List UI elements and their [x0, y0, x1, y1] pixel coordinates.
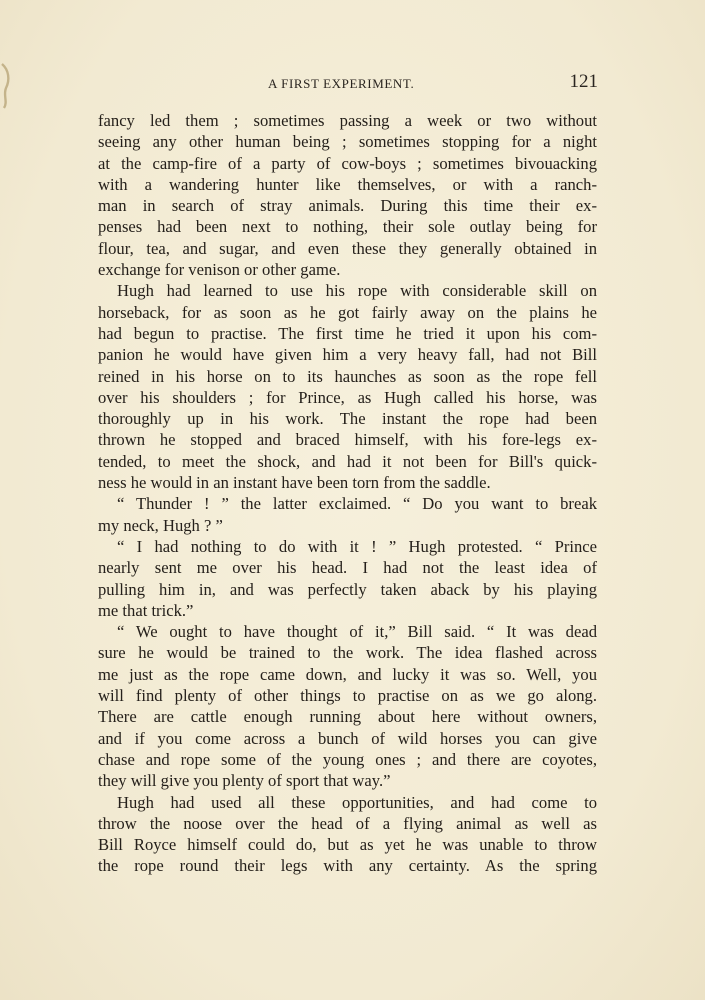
text-line: pulling him in, and was perfectly taken aback by his playing — [98, 579, 597, 599]
text-line: sure he would be trained to the work. The idea flashed across — [98, 643, 597, 663]
text-line: had begun to practise. The first time he tried it upon his com- — [98, 323, 597, 343]
text-line: me that trick.” — [98, 600, 194, 620]
text-line: reined in his horse on to its haunches as soon as the rope fell — [98, 366, 597, 386]
text-line: and if you come across a bunch of wild horses you can give — [98, 728, 597, 748]
text-line: Hugh had used all these opportunities, and had come to — [117, 792, 597, 812]
text-line: seeing any other human being ; sometimes stopping for a night — [98, 132, 597, 152]
text-line: thoroughly up in his work. The instant the rope had been — [98, 409, 597, 429]
page-number: 121 — [569, 71, 598, 92]
text-line: Bill Royce himself could do, but as yet he was unable to throw — [98, 835, 597, 855]
text-line: throw the noose over the head of a flying animal as well as — [98, 813, 597, 833]
text-line: There are cattle enough running about here without owners, — [98, 707, 597, 727]
text-line: fancy led them ; sometimes passing a week or two without — [98, 111, 597, 130]
text-line: man in search of stray animals. During this time their ex- — [98, 196, 597, 216]
text-line: penses had been next to nothing, their sole outlay being for — [98, 217, 597, 237]
binding-stain-mark — [0, 62, 12, 110]
body-text — [98, 110, 597, 877]
text-line: chase and rope some of the young ones ; and there are coyotes, — [98, 749, 597, 769]
text-line: nearly sent me over his head. I had not the least idea of — [98, 558, 597, 578]
text-line: “ Thunder ! ” the latter exclaimed. “ Do you want to break — [117, 494, 597, 514]
text-line: thrown he stopped and braced himself, with his fore-legs ex- — [98, 430, 597, 450]
text-line: “ I had nothing to do with it ! ” Hugh protested. “ Prince — [117, 536, 597, 556]
text-line: the rope round their legs with any certainty. As the spring — [98, 856, 597, 876]
text-line: Hugh had learned to use his rope with considerable skill on — [117, 281, 597, 301]
text-line: at the camp-fire of a party of cow-boys ; sometimes bivouacking — [98, 153, 597, 173]
text-line: horseback, for as soon as he got fairly away on the plains he — [98, 302, 597, 322]
text-line: tended, to meet the shock, and had it not been for Bill's quick- — [98, 451, 597, 471]
text-line: “ We ought to have thought of it,” Bill said. “ It was dead — [117, 622, 597, 642]
text-line: over his shoulders ; for Prince, as Hugh called his horse, was — [98, 387, 597, 407]
text-line: will find plenty of other things to practise on as we go along. — [98, 686, 597, 706]
text-line: ness he would in an instant have been torn from the saddle. — [98, 473, 491, 493]
text-line: flour, tea, and sugar, and even these they generally obtained in — [98, 238, 597, 258]
text-line: panion he would have given him a very heavy fall, had not Bill — [98, 345, 597, 365]
text-line: with a wandering hunter like themselves, or with a ranch- — [98, 174, 597, 194]
text-line: me just as the rope came down, and lucky it was so. Well, you — [98, 664, 597, 684]
running-title: A FIRST EXPERIMENT. — [268, 76, 415, 91]
text-line: exchange for venison or other game. — [98, 260, 341, 280]
text-line: they will give you plenty of sport that way.” — [98, 771, 391, 791]
text-line: my neck, Hugh ? ” — [98, 515, 223, 535]
running-header — [98, 68, 598, 98]
